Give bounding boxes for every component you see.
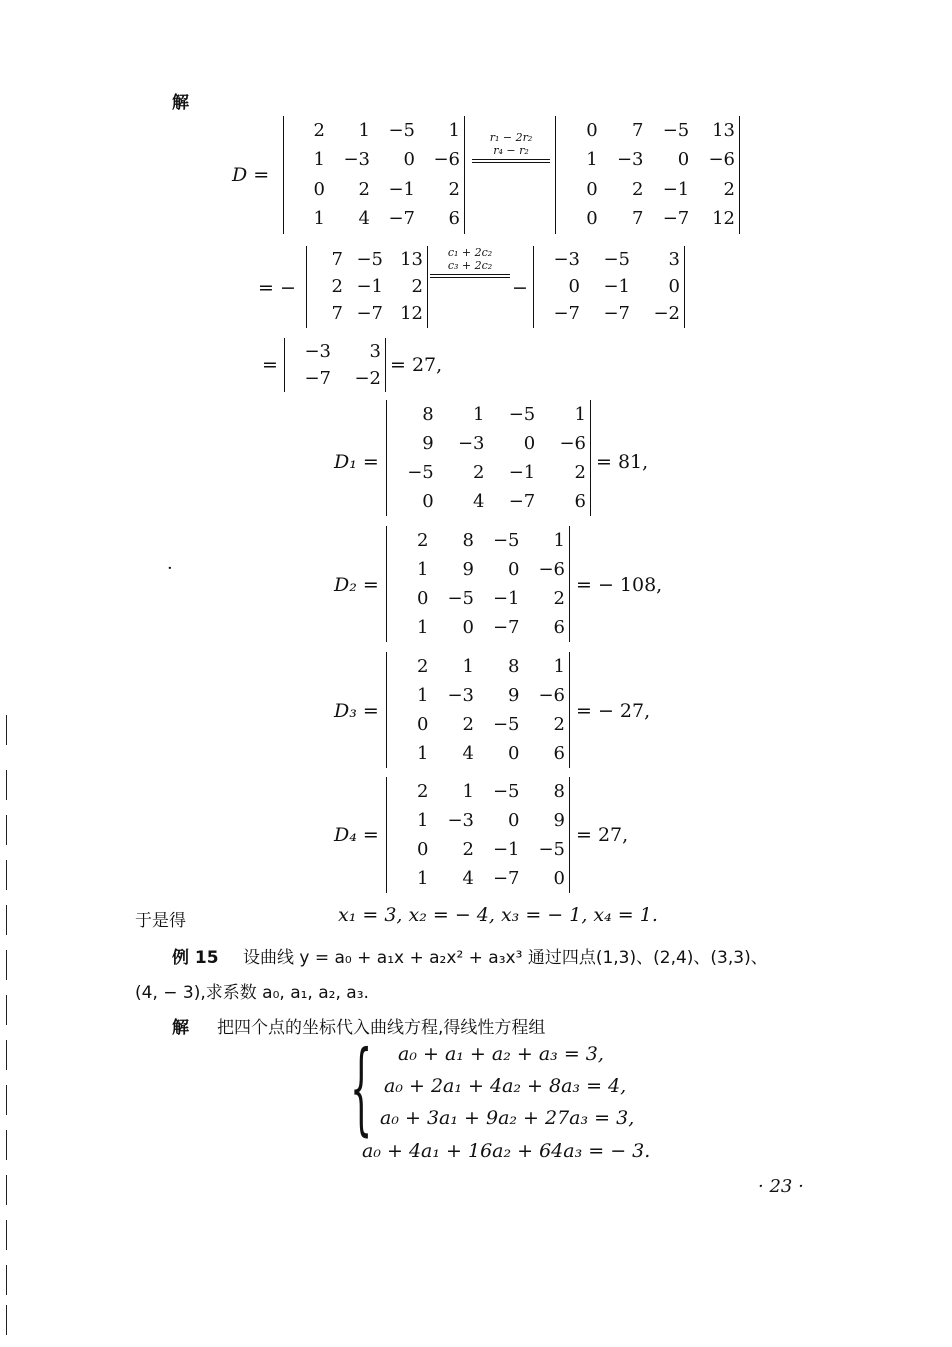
col-op-top: c₁ + 2c₂ bbox=[447, 246, 493, 259]
line3-prefix: = bbox=[262, 354, 278, 376]
matrix-cell: 4 bbox=[473, 490, 485, 512]
matrix-cell: 0 bbox=[586, 119, 598, 141]
row-op-1-bottom: r₄ − r₂ bbox=[493, 144, 529, 157]
matrix-cell: −5 bbox=[447, 587, 474, 609]
matrix-cell: 7 bbox=[331, 248, 343, 270]
matrix-cell: −6 bbox=[433, 149, 460, 171]
matrix-cell: 2 bbox=[417, 780, 429, 802]
matrix-cell: 0 bbox=[586, 178, 598, 200]
matrix-cell: 2 bbox=[417, 529, 429, 551]
conclusion-label: 于是得 bbox=[135, 911, 186, 931]
matrix-cell: 2 bbox=[462, 713, 474, 735]
matrix-cell: 1 bbox=[553, 655, 565, 677]
col-op bbox=[430, 246, 510, 278]
matrix-cell: −7 bbox=[356, 303, 383, 325]
matrix-cell: 9 bbox=[462, 558, 474, 580]
matrix-cell: 1 bbox=[313, 149, 325, 171]
matrix-cell: 2 bbox=[553, 713, 565, 735]
matrix-cell: −7 bbox=[603, 303, 630, 325]
matrix-cell: 2 bbox=[473, 461, 485, 483]
matrix-cell: 1 bbox=[417, 558, 429, 580]
det-D2-matrix bbox=[386, 526, 570, 642]
row-op-1-top: r₁ − 2r₂ bbox=[489, 131, 533, 144]
matrix-cell: 0 bbox=[677, 149, 690, 171]
matrix-cell: −3 bbox=[447, 809, 474, 831]
matrix-cell: 0 bbox=[417, 587, 429, 609]
matrix-cell: −3 bbox=[343, 149, 370, 171]
example-text-line-1: 设曲线 y = a₀ + a₁x + a₂x² + a₃x³ 通过四点(1,3)、(2,4)、(3,3)、 bbox=[243, 948, 768, 968]
matrix-cell: 2 bbox=[723, 178, 735, 200]
system-eq-4: a₀ + 4a₁ + 16a₂ + 64a₃ = − 3. bbox=[362, 1140, 651, 1162]
matrix-cell: 1 bbox=[473, 403, 485, 425]
margin-rule bbox=[6, 770, 7, 800]
det-D-matrix-4 bbox=[533, 246, 685, 328]
col-op-equals bbox=[430, 274, 510, 278]
det-D-result: = 27, bbox=[390, 354, 443, 376]
matrix-cell: 8 bbox=[553, 780, 565, 802]
matrix-cell: −7 bbox=[492, 616, 520, 638]
matrix-cell: 0 bbox=[553, 867, 565, 889]
matrix-cell: 1 bbox=[417, 809, 429, 831]
matrix-cell: −5 bbox=[492, 780, 520, 802]
det-D4-result: = 27, bbox=[576, 824, 629, 846]
matrix-cell: −5 bbox=[538, 838, 565, 860]
matrix-cell: 0 bbox=[668, 276, 680, 297]
matrix-cell: −6 bbox=[538, 684, 565, 706]
matrix-cell: −1 bbox=[662, 178, 690, 200]
matrix-cell: 0 bbox=[313, 178, 325, 200]
matrix-cell: −1 bbox=[492, 838, 520, 860]
matrix-cell: 0 bbox=[403, 149, 415, 171]
matrix-cell: −7 bbox=[553, 303, 580, 325]
matrix-cell: 9 bbox=[422, 432, 434, 454]
det-D-matrix-2 bbox=[555, 116, 740, 234]
matrix-cell: 8 bbox=[508, 655, 520, 677]
det-D3-result: = − 27, bbox=[576, 700, 651, 722]
margin-rule bbox=[6, 1130, 7, 1160]
matrix-cell: −5 bbox=[662, 119, 690, 141]
matrix-cell: 12 bbox=[400, 303, 423, 325]
det-D3-matrix bbox=[386, 652, 570, 768]
matrix-cell: 2 bbox=[331, 276, 343, 297]
det-D2-result: = − 108, bbox=[576, 574, 663, 596]
matrix-cell: −7 bbox=[492, 867, 520, 889]
det-D2-label: D₂ = bbox=[334, 574, 379, 596]
matrix-cell: 0 bbox=[417, 713, 429, 735]
matrix-cell: −3 bbox=[616, 149, 644, 171]
system-brace: { bbox=[350, 1029, 373, 1146]
det-D4-matrix bbox=[386, 777, 570, 893]
margin-rule bbox=[6, 1265, 7, 1295]
row-op-1-equals bbox=[472, 159, 550, 163]
matrix-cell: 1 bbox=[462, 780, 474, 802]
matrix-cell: 2 bbox=[417, 655, 429, 677]
matrix-cell: 2 bbox=[574, 461, 586, 483]
matrix-cell: −7 bbox=[388, 208, 415, 230]
col-op-bottom: c₃ + 2c₂ bbox=[447, 259, 493, 272]
matrix-cell: 1 bbox=[417, 684, 429, 706]
system-eq-2: a₀ + 2a₁ + 4a₂ + 8a₃ = 4, bbox=[384, 1075, 627, 1097]
matrix-cell: 6 bbox=[553, 616, 565, 638]
matrix-cell: 12 bbox=[712, 208, 735, 230]
det-D-matrix-3 bbox=[306, 246, 428, 328]
matrix-cell: 2 bbox=[632, 178, 644, 200]
matrix-cell: −1 bbox=[492, 587, 520, 609]
matrix-cell: 0 bbox=[422, 490, 434, 512]
margin-rule bbox=[6, 1040, 7, 1070]
matrix-cell: 2 bbox=[462, 838, 474, 860]
solution2-text: 把四个点的坐标代入曲线方程,得线性方程组 bbox=[217, 1018, 546, 1038]
matrix-cell: 9 bbox=[508, 684, 520, 706]
solution2-label: 解 bbox=[172, 1018, 189, 1038]
matrix-cell: −2 bbox=[653, 303, 680, 325]
matrix-cell: −1 bbox=[603, 276, 630, 297]
matrix-cell: 1 bbox=[448, 119, 460, 141]
matrix-cell: −7 bbox=[508, 490, 536, 512]
matrix-cell: 1 bbox=[417, 616, 429, 638]
matrix-cell: −1 bbox=[388, 178, 415, 200]
matrix-cell: 1 bbox=[417, 867, 429, 889]
matrix-cell: 4 bbox=[462, 867, 474, 889]
matrix-cell: 1 bbox=[313, 208, 325, 230]
det-D-matrix-5 bbox=[284, 338, 386, 392]
matrix-cell: 0 bbox=[462, 616, 474, 638]
det-D1-label: D₁ = bbox=[334, 451, 379, 473]
margin-rule bbox=[6, 905, 7, 935]
matrix-cell: 3 bbox=[668, 248, 680, 270]
matrix-cell: 1 bbox=[417, 742, 429, 764]
matrix-cell: −5 bbox=[356, 248, 383, 270]
matrix-cell: 0 bbox=[586, 208, 598, 230]
matrix-cell: 1 bbox=[553, 529, 565, 551]
matrix-cell: 0 bbox=[508, 742, 520, 764]
line2-prefix: = − bbox=[258, 277, 296, 299]
matrix-cell: −7 bbox=[304, 367, 331, 389]
matrix-cell: 7 bbox=[632, 208, 644, 230]
det-D-matrix-1 bbox=[283, 116, 465, 234]
det-D-label: D = bbox=[232, 164, 270, 186]
margin-rule bbox=[6, 815, 7, 845]
margin-rule bbox=[6, 1175, 7, 1205]
matrix-cell: −3 bbox=[447, 684, 474, 706]
det-D1-result: = 81, bbox=[596, 451, 649, 473]
matrix-cell: 2 bbox=[313, 119, 325, 141]
matrix-cell: −5 bbox=[603, 248, 630, 270]
det-D4-label: D₄ = bbox=[334, 824, 379, 846]
matrix-cell: −6 bbox=[538, 558, 565, 580]
matrix-cell: 13 bbox=[712, 119, 735, 141]
matrix-cell: 2 bbox=[358, 178, 370, 200]
matrix-cell: 2 bbox=[411, 276, 423, 297]
margin-rule bbox=[6, 950, 7, 980]
matrix-cell: 1 bbox=[574, 403, 586, 425]
matrix-cell: 0 bbox=[523, 432, 536, 454]
matrix-cell: −3 bbox=[304, 340, 331, 362]
example-text-line-2: (4, − 3),求系数 a₀, a₁, a₂, a₃. bbox=[135, 983, 369, 1003]
margin-rule bbox=[6, 1305, 7, 1335]
matrix-cell: −5 bbox=[492, 529, 520, 551]
margin-rule bbox=[6, 860, 7, 890]
matrix-cell: 4 bbox=[462, 742, 474, 764]
margin-rule bbox=[6, 995, 7, 1025]
matrix-cell: 6 bbox=[553, 742, 565, 764]
stray-dot: · bbox=[167, 558, 173, 579]
margin-rule bbox=[6, 1220, 7, 1250]
det-D1-matrix bbox=[386, 400, 591, 516]
matrix-cell: −3 bbox=[457, 432, 485, 454]
matrix-cell: 0 bbox=[508, 809, 520, 831]
matrix-cell: −6 bbox=[559, 432, 586, 454]
matrix-cell: 7 bbox=[331, 303, 343, 325]
matrix-cell: 9 bbox=[553, 809, 565, 831]
matrix-cell: −5 bbox=[388, 119, 415, 141]
matrix-cell: −7 bbox=[662, 208, 690, 230]
matrix-cell: −3 bbox=[553, 248, 580, 270]
conclusion-equation: x₁ = 3, x₂ = − 4, x₃ = − 1, x₄ = 1. bbox=[338, 904, 658, 926]
matrix-cell: −5 bbox=[407, 461, 434, 483]
matrix-cell: 1 bbox=[358, 119, 370, 141]
matrix-cell: 1 bbox=[462, 655, 474, 677]
example-label: 例 15 bbox=[172, 948, 219, 968]
matrix-cell: −5 bbox=[508, 403, 536, 425]
matrix-cell: −1 bbox=[356, 276, 383, 297]
matrix-cell: 7 bbox=[632, 119, 644, 141]
row-op-1 bbox=[472, 131, 550, 163]
matrix-cell: 2 bbox=[553, 587, 565, 609]
matrix-cell: −6 bbox=[708, 149, 735, 171]
page-number: · 23 · bbox=[758, 1176, 804, 1197]
matrix-cell: 0 bbox=[568, 276, 580, 297]
system-eq-1: a₀ + a₁ + a₂ + a₃ = 3, bbox=[398, 1043, 604, 1065]
matrix-cell: 8 bbox=[422, 403, 434, 425]
solution-label: 解 bbox=[172, 93, 189, 113]
matrix-cell: 3 bbox=[369, 340, 381, 362]
matrix-cell: 0 bbox=[417, 838, 429, 860]
matrix-cell: 0 bbox=[508, 558, 520, 580]
system-eq-3: a₀ + 3a₁ + 9a₂ + 27a₃ = 3, bbox=[380, 1107, 635, 1129]
matrix-cell: 4 bbox=[358, 208, 370, 230]
matrix-cell: 6 bbox=[574, 490, 586, 512]
margin-rule bbox=[6, 715, 7, 745]
matrix-cell: 1 bbox=[586, 149, 598, 171]
line2-minus: − bbox=[512, 277, 528, 299]
matrix-cell: −1 bbox=[508, 461, 536, 483]
matrix-cell: 13 bbox=[400, 248, 423, 270]
matrix-cell: −2 bbox=[354, 367, 381, 389]
matrix-cell: −5 bbox=[492, 713, 520, 735]
matrix-cell: 6 bbox=[448, 208, 460, 230]
det-D3-label: D₃ = bbox=[334, 700, 379, 722]
matrix-cell: 2 bbox=[448, 178, 460, 200]
margin-rule bbox=[6, 1085, 7, 1115]
matrix-cell: 8 bbox=[462, 529, 474, 551]
